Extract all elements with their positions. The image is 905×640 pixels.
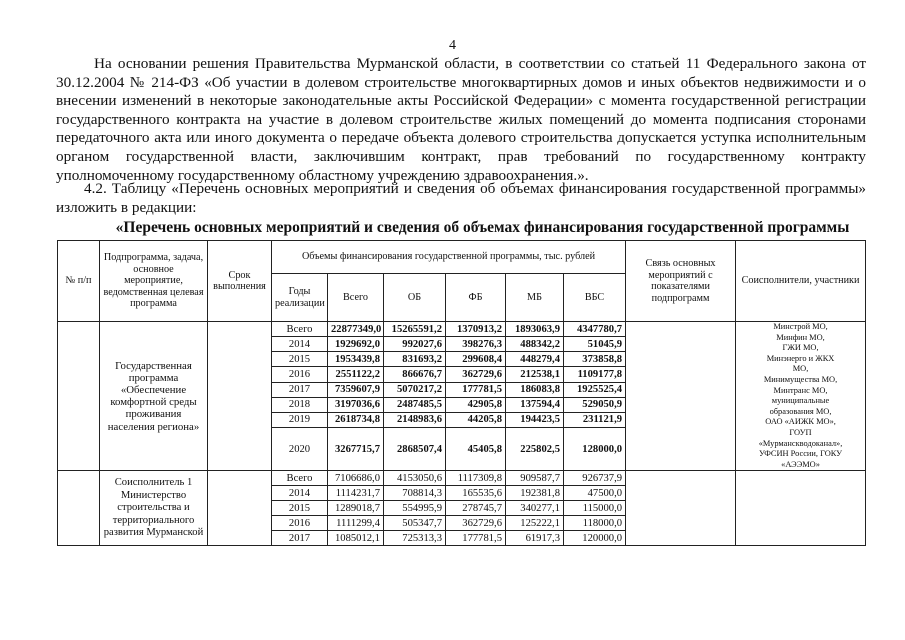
year-cell: 2017 [272, 382, 328, 397]
mb-cell: 194423,5 [506, 412, 564, 427]
year-cell: 2015 [272, 352, 328, 367]
year-cell: 2015 [272, 501, 328, 516]
year-cell: 2016 [272, 367, 328, 382]
ob-cell: 708814,3 [384, 486, 446, 501]
program-num-cell [58, 322, 100, 471]
coexecutor-line: ГОУП [789, 427, 812, 437]
program-coexecutors [736, 322, 866, 471]
header-total: Всего [328, 274, 384, 322]
vbs-cell: 4347780,7 [564, 322, 626, 337]
ob-cell: 505347,7 [384, 516, 446, 531]
header-term: Срок выполнения [208, 241, 272, 322]
fb-cell: 177781,5 [446, 382, 506, 397]
program-link-cell [626, 322, 736, 471]
total-cell: 2551122,2 [328, 367, 384, 382]
page-number: 4 [449, 38, 456, 53]
year-cell: Всего [272, 471, 328, 486]
total-cell: 1085012,1 [328, 531, 384, 546]
header-ob: ОБ [384, 274, 446, 322]
mb-cell: 225802,5 [506, 427, 564, 470]
mb-cell: 448279,4 [506, 352, 564, 367]
ob-cell: 2487485,5 [384, 397, 446, 412]
coexecutor1-section [58, 471, 866, 546]
ob-cell: 725313,3 [384, 531, 446, 546]
vbs-cell: 118000,0 [564, 516, 626, 531]
ob-cell: 831693,2 [384, 352, 446, 367]
coexecutor1-num-cell [58, 471, 100, 546]
header-subprogram: Подпрограмма, задача, основное мероприятие, ведомственная целевая программа [100, 241, 208, 322]
mb-cell: 125222,1 [506, 516, 564, 531]
vbs-cell: 1925525,4 [564, 382, 626, 397]
fb-cell: 177781,5 [446, 531, 506, 546]
coexecutor1-participants-cell [736, 471, 866, 546]
financing-table [57, 240, 866, 546]
total-cell: 3197036,6 [328, 397, 384, 412]
header-volumes: Объемы финансирования государственной программы, тыс. рублей [272, 241, 626, 274]
fb-cell: 362729,6 [446, 367, 506, 382]
total-cell: 1114231,7 [328, 486, 384, 501]
vbs-cell: 231121,9 [564, 412, 626, 427]
year-cell: 2016 [272, 516, 328, 531]
coexecutor-line: УФСИН России, ГОКУ [758, 449, 843, 459]
paragraph-table-replacement: 4.2. Таблицу «Перечень основных мероприятий и сведения об объемах финансирования государственной программы» изложить в редакции: [56, 180, 866, 216]
mb-cell: 488342,2 [506, 337, 564, 352]
coexecutor-line: Минтранс МО, [773, 385, 828, 395]
table-row [58, 471, 866, 486]
ob-cell: 5070217,2 [384, 382, 446, 397]
vbs-cell: 47500,0 [564, 486, 626, 501]
vbs-cell: 120000,0 [564, 531, 626, 546]
total-cell: 22877349,0 [328, 322, 384, 337]
mb-cell: 61917,3 [506, 531, 564, 546]
total-cell: 3267715,7 [328, 427, 384, 470]
coexecutor1-name: Соисполнитель 1 Министерство строительства и территориального развития Мурманской [100, 471, 208, 546]
year-cell: 2018 [272, 397, 328, 412]
program-name: Государственная программа «Обеспечение комфортной среды проживания населения региона» [100, 322, 208, 471]
coexecutor-line: Минстрой МО, [773, 322, 828, 331]
mb-cell: 137594,4 [506, 397, 564, 412]
coexecutor-line: МО, [792, 364, 809, 374]
year-cell: 2014 [272, 486, 328, 501]
header-fb: ФБ [446, 274, 506, 322]
ob-cell: 992027,6 [384, 337, 446, 352]
header-vbs: ВБС [564, 274, 626, 322]
fb-cell: 1370913,2 [446, 322, 506, 337]
fb-cell: 42905,8 [446, 397, 506, 412]
ob-cell: 554995,9 [384, 501, 446, 516]
total-cell: 1111299,4 [328, 516, 384, 531]
year-cell: Всего [272, 322, 328, 337]
total-cell: 1929692,0 [328, 337, 384, 352]
program-section [58, 322, 866, 471]
coexecutor-line: Минэнерго и ЖКХ [766, 353, 835, 363]
total-cell: 1953439,8 [328, 352, 384, 367]
coexecutor-line: Минимущества МО, [763, 374, 838, 384]
header-coexecutors: Соисполнители, участники [736, 241, 866, 322]
year-cell: 2020 [272, 427, 328, 470]
fb-cell: 278745,7 [446, 501, 506, 516]
ob-cell: 2148983,6 [384, 412, 446, 427]
mb-cell: 340277,1 [506, 501, 564, 516]
vbs-cell: 373858,8 [564, 352, 626, 367]
mb-cell: 212538,1 [506, 367, 564, 382]
year-cell: 2014 [272, 337, 328, 352]
fb-cell: 45405,8 [446, 427, 506, 470]
fb-cell: 299608,4 [446, 352, 506, 367]
coexecutor-line: ОАО «АИЖК МО», [765, 417, 836, 427]
fb-cell: 44205,8 [446, 412, 506, 427]
total-cell: 7106686,0 [328, 471, 384, 486]
table-row [58, 322, 866, 337]
header-mb: МБ [506, 274, 564, 322]
total-cell: 2618734,8 [328, 412, 384, 427]
fb-cell: 398276,3 [446, 337, 506, 352]
program-term-cell [208, 322, 272, 471]
fb-cell: 1117309,8 [446, 471, 506, 486]
vbs-cell: 115000,0 [564, 501, 626, 516]
ob-cell: 866676,7 [384, 367, 446, 382]
vbs-cell: 51045,9 [564, 337, 626, 352]
coexecutor1-link-cell [626, 471, 736, 546]
ob-cell: 4153050,6 [384, 471, 446, 486]
year-cell: 2017 [272, 531, 328, 546]
coexecutor1-term-cell [208, 471, 272, 546]
header-num: № п/п [58, 241, 100, 322]
header-link: Связь основных мероприятий с показателями подпрограмм [626, 241, 736, 322]
vbs-cell: 529050,9 [564, 397, 626, 412]
mb-cell: 192381,8 [506, 486, 564, 501]
coexecutor-line: ГЖИ МО, [782, 343, 819, 353]
ob-cell: 15265591,2 [384, 322, 446, 337]
paragraph-legal-basis: На основании решения Правительства Мурманской области, в соответствии со статьей 11 Федерального закона от 30.12.2004 № 214-ФЗ «Об участии в долевом строительстве многоквартирных домов и иных объектов недвижимости и о внесении изменений в некоторые законодательные акты Российской Федерации» с момента государственной регистрации государственного контракта на участие в долевом строительстве жилых помещений до момента подписания сторонами передаточного акта или иного документа о передаче объекта долевого строительства допускается уступка исполнительным органом государственной власти, заключившим контракт, прав требований по государственному контракту уполномоченному государственному областному учреждению здравоохранения.». [56, 55, 866, 184]
coexecutor-line: «Мурманскводоканал», [758, 438, 843, 448]
header-years: Годы реализации [272, 274, 328, 322]
mb-cell: 909587,7 [506, 471, 564, 486]
table-title: «Перечень основных мероприятий и сведения об объемах финансирования государственной программы [115, 219, 850, 236]
coexecutor-line: муниципальные [771, 396, 830, 406]
vbs-cell: 1109177,8 [564, 367, 626, 382]
ob-cell: 2868507,4 [384, 427, 446, 470]
total-cell: 7359607,9 [328, 382, 384, 397]
year-cell: 2019 [272, 412, 328, 427]
coexecutor-line: Минфин МО, [776, 332, 825, 342]
fb-cell: 165535,6 [446, 486, 506, 501]
fb-cell: 362729,6 [446, 516, 506, 531]
coexecutor-line: «АЭЭМО» [781, 459, 820, 469]
vbs-cell: 926737,9 [564, 471, 626, 486]
total-cell: 1289018,7 [328, 501, 384, 516]
mb-cell: 186083,8 [506, 382, 564, 397]
mb-cell: 1893063,9 [506, 322, 564, 337]
vbs-cell: 128000,0 [564, 427, 626, 470]
coexecutor-line: образования МО, [769, 406, 832, 416]
